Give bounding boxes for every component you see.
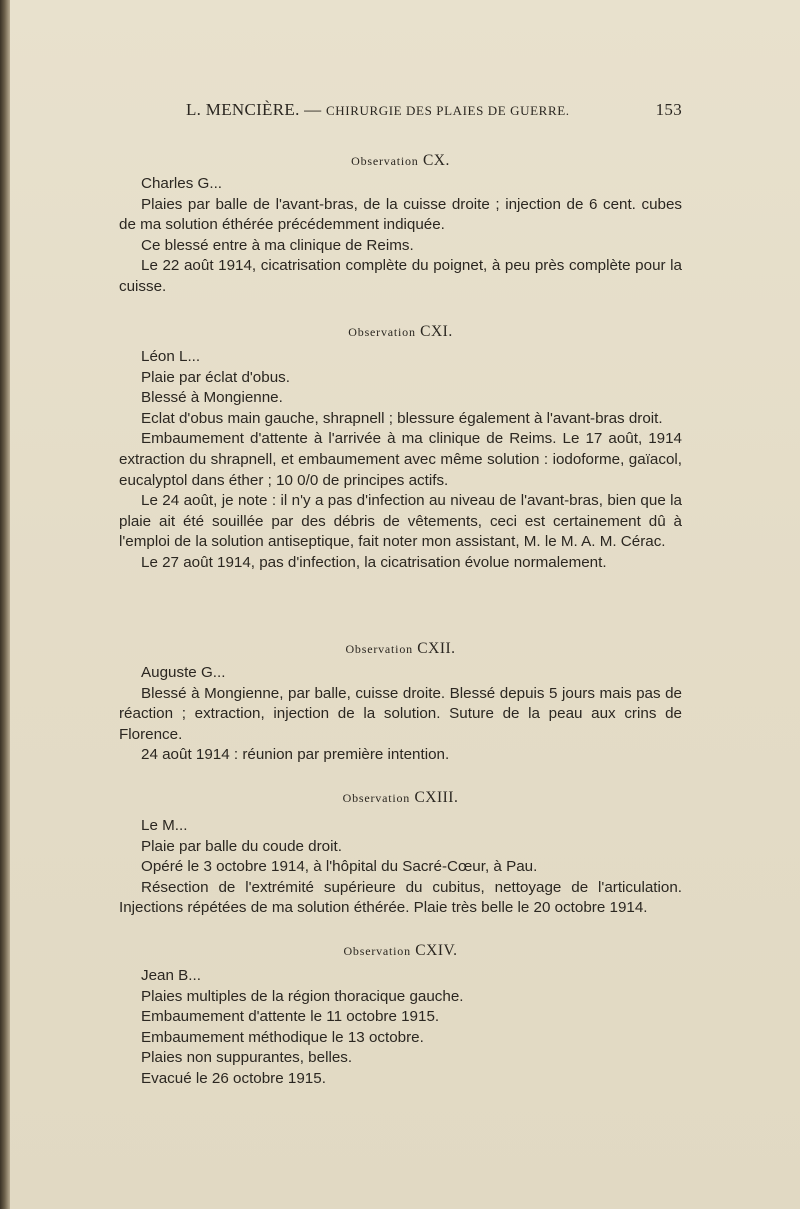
observation-body bbox=[119, 663, 682, 766]
observation-body bbox=[119, 966, 682, 1090]
paragraph: Ce blessé entre à ma clinique de Reims. bbox=[141, 236, 414, 254]
page-binding-edge bbox=[0, 0, 10, 1209]
observation-heading: Observation CXIII. bbox=[342, 789, 459, 806]
paragraph: Blessé à Mongienne, par balle, cuisse droite. Blessé depuis 5 jours mais pas de réaction ; extraction, injection de la solution. Suture de la peau aux crins de Florence. bbox=[119, 684, 682, 743]
patient-name: Le M... bbox=[141, 817, 188, 834]
patient-name: Auguste G... bbox=[141, 664, 226, 681]
patient-name: Léon L... bbox=[141, 348, 201, 365]
observation-body bbox=[119, 347, 682, 574]
paragraph: Plaies non suppurantes, belles. bbox=[141, 1049, 353, 1067]
paragraph: Embaumement méthodique le 13 octobre. bbox=[141, 1028, 424, 1046]
paragraph: Le 22 août 1914, cicatrisation complète du poignet, à peu près complète pour la cuisse. bbox=[119, 257, 682, 295]
header-title bbox=[186, 100, 570, 120]
paragraph: Le 27 août 1914, pas d'infection, la cicatrisation évolue normalement. bbox=[141, 553, 607, 571]
header-author: L. MENCIÈRE. — bbox=[186, 100, 322, 119]
observation-heading: Observation CXII. bbox=[345, 640, 456, 657]
paragraph: Evacué le 26 octobre 1915. bbox=[141, 1069, 326, 1087]
patient-name: Jean B... bbox=[141, 967, 201, 984]
paragraph: Plaies par balle de l'avant-bras, de la cuisse droite ; injection de 6 cent. cubes de ma solution éthérée précédemment indiquée. bbox=[119, 195, 682, 234]
paragraph: Plaie par balle du coude droit. bbox=[141, 837, 342, 855]
paragraph: Embaumement d'attente à l'arrivée à ma clinique de Reims. Le 17 août, 1914 extraction du shrapnell, et embaumement avec même solution : iodoforme, gaïacol, eucalyptol dans éther ; 10 0/0 de principes actifs. bbox=[119, 430, 682, 489]
observation-heading: Observation CXIV. bbox=[343, 942, 458, 959]
observation-body bbox=[119, 174, 682, 298]
paragraph: Plaie par éclat d'obus. bbox=[141, 368, 290, 386]
observation-body bbox=[119, 816, 682, 919]
paragraph: Blessé à Mongienne. bbox=[141, 389, 283, 407]
paragraph: Eclat d'obus main gauche, shrapnell ; blessure également à l'avant-bras droit. bbox=[141, 409, 663, 427]
header-subject: CHIRURGIE DES PLAIES DE GUERRE. bbox=[326, 103, 570, 118]
paragraph: Opéré le 3 octobre 1914, à l'hôpital du Sacré-Cœur, à Pau. bbox=[141, 858, 538, 876]
observation-heading: Observation CXI. bbox=[348, 323, 453, 340]
page-number: 153 bbox=[655, 100, 682, 119]
paragraph: Plaies multiples de la région thoracique gauche. bbox=[141, 987, 464, 1005]
observation-heading: Observation CX. bbox=[351, 152, 450, 169]
paragraph: 24 août 1914 : réunion par première intention. bbox=[141, 746, 450, 764]
paragraph: Le 24 août, je note : il n'y a pas d'infection au niveau de l'avant-bras, bien que la plaie ait été souillée par des débris de vêtements, ceci est certainement dû à l'emploi de la solution antiseptique, fait noter mon assistant, M. le M. A. M. Cérac. bbox=[119, 492, 682, 551]
paragraph: Embaumement d'attente le 11 octobre 1915. bbox=[141, 1008, 440, 1026]
paragraph: Résection de l'extrémité supérieure du cubitus, nettoyage de l'articulation. Injections répétées de ma solution éthérée. Plaie très belle le 20 octobre 1914. bbox=[119, 878, 682, 917]
patient-name: Charles G... bbox=[141, 175, 223, 192]
